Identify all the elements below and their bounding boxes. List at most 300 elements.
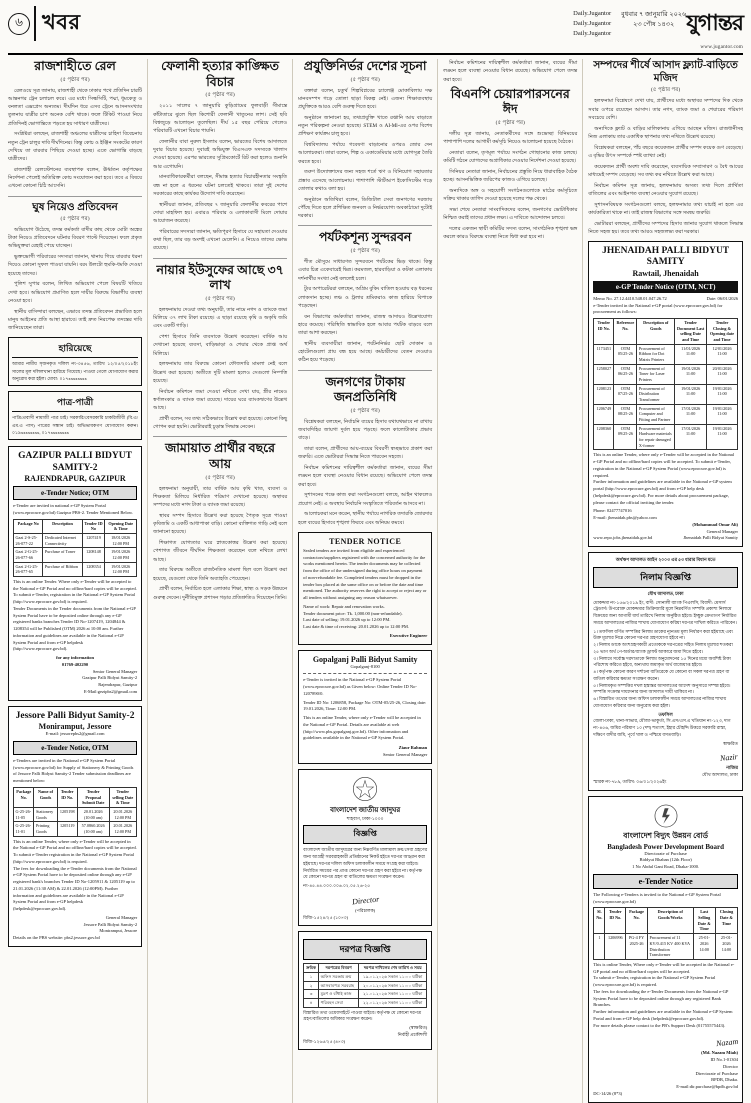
classified-lost	[8, 337, 142, 386]
paragraph: প্রার্থী বলেন, সব তথ্য সঠিকভাবে উল্লেখ করা হয়েছে। কোনো কিছু গোপন করা হয়নি। ভোটাররাই চূড়ান্ত সিদ্ধান্ত নেবেন।	[153, 415, 288, 430]
point-4: ৪। কর্তৃপক্ষ কোনো কারণ দর্শানো ব্যতিরেকে যে কোনো বা সকল দরপত্র গ্রহণ বা বাতিল করিবার ক্ষমতা সংরক্ষণ করেন।	[593, 669, 730, 681]
ad-intro: e-Tender are invited in national e-GP System Portal (www.eprocure.gov.bd) Gazipur PBS-2. Tender Mentioned Below.	[13, 503, 133, 515]
col-header: Sl. No.	[594, 908, 605, 934]
cell: Gazi 2-G-25-26-077-65	[14, 562, 43, 576]
ad-phone: Phone: 02477747016	[593, 508, 632, 514]
paragraph: তারা বলেন, প্রার্থীদের আয়-ব্যয়ের বিবরণী স্বচ্ছভাবে প্রকাশ করা জরুরি। এতে ভোটাররা সিদ্ধান্ত নিতে পারবেন সহজে।	[298, 446, 433, 461]
paragraph: নির্বাচন কমিশনের দায়িত্বশীল কর্মকর্তারা জানান, ব্যয়ের সীমা লঙ্ঘন হলে ব্যবস্থা নেওয়ার বিধান রয়েছে। অভিযোগ পেলে তদন্ত করা হবে।	[443, 60, 578, 83]
column-1	[8, 59, 142, 1103]
ad-band: e-Tender Notice, OTM	[13, 741, 137, 755]
masthead-social	[81, 6, 622, 38]
cell: Stationery Goods	[34, 807, 57, 821]
article-byline: (৫ পৃষ্ঠার পর)	[350, 76, 380, 83]
paragraph: স্থানীয় ব্যবসায়ীরা জানান, পর্যটননির্ভর ছোট দোকান ও হোটেলগুলো প্রায় বন্ধ হয়ে আছে। কর্মচারীদের বেতন দেওয়াও কঠিন হয়ে পড়েছে।	[298, 340, 433, 364]
cell: মুদ্রণ ও বাঁধাই কাজ	[319, 990, 359, 999]
paragraph: স্থানীয়রা জানান, প্রতিবছর ৭ জানুয়ারি ফেলানীর কবরের পাশে দোয়া মাহফিল হয়। এবারও পরিবার ও এলাকাবাসী মিলে দোয়ার আয়োজন করেছে।	[153, 201, 288, 224]
dept-2: Biddyut Bhaban (12th Floor)	[639, 857, 692, 863]
memo-no: নং-৪৫.৪৪.০০০.০০৬.০২.০৫.২৬-২৫	[303, 883, 371, 888]
cell: 57.0860.2026 (10:00 am)	[77, 822, 109, 836]
point-5: ৫। নিলামকৃত সম্পত্তির দখল হস্তান্তর আদালতের আদেশ অনুসারে সম্পন্ন হইবে। সম্পত্তি সংক্রান্ত দায়দেনার জন্য আদালত দায়ী থাকিবে না।	[593, 682, 731, 695]
cell: Procurement of Hardware materials for repair damaged X-former	[637, 424, 675, 450]
cell: Purchase of Ribbon	[43, 562, 82, 576]
ad-body: মোকদ্দমা নং-১৫৬/২০১৯ ইং, বাদী: সোনালী ব্যাংক পিএলসি, বিবাদী: মেসার্স ট্রেডার্স। উপরোক্ত মোকদ্দমার ডিক্রিজারি মূলে নিম্নবর্ণিত সম্পত্তি প্রকাশ্য নিলামে বিক্রয়ের জন্য আগামী ধার্য তারিখে নিলাম অনুষ্ঠিত হইবে। ইচ্ছুক ক্রেতাগণ নির্ধারিত সময়ে আদালতের নাজির শাখায় যোগাযোগ করিয়া দরপত্র দাখিল করিতে পারিবেন।	[593, 599, 737, 625]
ad-note-1: This is an online Tender, where only e-Tender will be accepted in the National e-GP Portal and no offline/hard copies will be accepted. To submit e-Tender, registration in the National e-GP System Portal (www.eprocure.gov.bd) is required.	[593, 452, 735, 478]
paragraph: সিনিয়র নেতারা জানান, নির্বাচনের প্রস্তুতি নিয়ে ধারাবাহিক বৈঠক হচ্ছে। আসনভিত্তিক জরিপের কাজও এগিয়ে চলেছে।	[443, 169, 578, 184]
paragraph: নির্বাচন কমিশন সূত্র জানায়, হলফনামায় অসত্য তথ্য দিলে প্রার্থিতা বাতিলের এবং আইনগত ব্যবস্থা নেওয়ার সুযোগ রয়েছে।	[588, 182, 744, 197]
cell: PG-4 FY 2025-26	[626, 934, 648, 960]
article-byline: (৫ পৃষ্ঠার পর)	[205, 295, 235, 302]
table-row	[304, 990, 427, 999]
col-header: Last Selling Date & Time	[693, 908, 715, 934]
cell: G-25-26-11-01	[14, 822, 34, 836]
signer-org: Directorate of Purchase	[695, 1070, 739, 1076]
paragraph: সুশাসনের পক্ষে কাজ করা সংগঠনগুলো বলছে, আইন থাকলেও প্রয়োগ নেই। এ অবস্থায় নির্বাচনি সংস্কৃতিতে পরিবর্তন আসবে না।	[298, 492, 433, 507]
ad-note-1: This is an online Tender. Where only e-Tender will be accepted to the National e-GP Portal and no offline/hard copies will be accepted. To submit e-Tender, registration in the National e-GP System Portal (http://www.eprocure.gov.bd) is required.	[13, 578, 137, 605]
cell: Procurement of Ribbon for Dot Matrix Printers	[637, 344, 675, 364]
contact-phone: 01769-402290	[61, 661, 89, 667]
cell: 19/01/2026 12:00 PM	[105, 548, 137, 562]
ad-tender-notice-generic	[298, 532, 432, 645]
paragraph: অন্যদিকে ফ্ল্যাট ও বাড়ির মালিকানায় এগিয়ে আছেন মজিদ। রাজধানীসহ নিজ এলাকায় তার একাধিক স্থাপনার তথ্য নথিতে উল্লেখ রয়েছে।	[588, 125, 744, 140]
cell: ১	[304, 972, 319, 981]
ad-gopalganj-pbs	[298, 650, 432, 764]
ad-note: বিস্তারিত তথ্য ওয়েবসাইটে পাওয়া যাইবে। কর্তৃপক্ষ যে কোনো দরপত্র গ্রহণ/বাতিলের অধিকার সংরক্ষণ করেন।	[303, 1009, 422, 1022]
table-row	[594, 934, 738, 960]
signature-mark: Director	[351, 894, 380, 907]
ad-note-1: This is an online Tender, where only e-Tender will be accepted in the National e-GP Portal and no offline/hard copies will be accepted. To submit e-Tender registration in the National e-GP System Portal (http://www.eprocure.gov.bd) is required.	[13, 838, 137, 864]
classified-body: পাত্রি/প্রবাসী নামাজী পাত্র চাই। সরকারি/বেসরকারি চাকরিজীবী (বি.এ/এম.এ পাস) পাত্রের সন্ধান চাই। অভিভাবকগণ যোগাযোগ করুন। ০১৯xxxxxxxx, ০১৭xxxxxxxx	[12, 415, 139, 435]
tender-table	[13, 519, 137, 577]
signature-mark: Nazam	[715, 1037, 739, 1049]
table-row	[594, 404, 738, 424]
item-3: Last date of selling: 19.01.2026 up to 12:00 PM.	[303, 617, 391, 623]
signer-id: ID No.1-01304	[710, 1057, 739, 1063]
paragraph: অনুষ্ঠানে অতিথিরা বলেন, ডিজিটাল সেবা জনগণের দরজায় পৌঁছে দিতে হলে প্রশিক্ষিত জনবল ও নির্ভরযোগ্য অবকাঠামো দুটোই দরকার।	[298, 196, 433, 220]
article-headline: জামায়াত প্রার্থীর বছরে আয়	[165, 441, 276, 471]
paragraph: হলফনামায় তার বিরুদ্ধে কোনো ফৌজদারি মামলা নেই বলে উল্লেখ করা হয়েছে। অতীতে দুটি মামলা হলেও সেগুলো নিষ্পত্তি হয়েছে।	[153, 361, 288, 384]
ad-auction-notice	[588, 552, 743, 791]
ad-web[interactable]: www.repo.jobs.jhenaidah.gov.bd	[593, 535, 653, 541]
ad-title: Jessore Palli Bidyut Samity-2	[15, 710, 135, 721]
article-rail	[8, 59, 142, 191]
paragraph: নির্বাচন কমিশনে জমা দেওয়া নথিতে দেখা যায়, স্ত্রীর নামেও স্বর্ণালংকার ও ব্যাংক জমা রয়েছে। দায়ের ঘরে ব্যাংকঋণের উল্লেখ আছে।	[153, 388, 288, 411]
paragraph: রাজশাহী রেলস্টেশনের ব্যবস্থাপক বলেন, ঊর্ধ্বতন কর্তৃপক্ষের নির্দেশনা পেলেই অতিরিক্ত কোচ সংযোজন করা হবে। তবে এ বিষয়ে এখনো কোনো চিঠি আসেনি।	[8, 166, 143, 190]
ad-title: JHENAIDAH PALLI BIDYUT SAMITY	[602, 246, 730, 268]
paragraph: কয়েকজন প্রার্থী অবশ্য দাবি করেছেন, ব্যবসায়িক সম্প্রসারণ ও বৈধ আয়ের মাধ্যমেই সম্পদ বেড়েছে। সব তথ্য কর নথিতে উল্লেখ করা আছে।	[588, 163, 744, 178]
table-header-row	[14, 519, 137, 533]
article-body	[588, 97, 743, 236]
col-header: Tender selling Date & Time	[109, 787, 137, 807]
ad-note-3: The fees for downloading the e-Tender Documents from the National e-GP System Portal have to be deposited online through any registered Bank Branches.	[593, 988, 729, 1008]
bpdb-emblem-icon	[653, 803, 679, 829]
ad-note-5: For more details please contact to the PB's Support Desk (01755575443).	[593, 1022, 726, 1028]
point-2: ২। নিলাম ডাকে অংশগ্রহণকারী প্রত্যেককে দরপত্রের সহিত নিলাম মূল্যের শতকরা ২৫ ভাগ অর্থ পে-অর্ডার/ব্যাংক ড্রাফট আকারে জমা দিতে হইবে।	[593, 642, 733, 654]
table-row	[304, 981, 427, 990]
col-header: Closing Date & Time	[715, 908, 737, 934]
cell: 19/01/2026 11:00	[707, 384, 738, 404]
paragraph: মানবাধিকারকর্মীরা বলছেন, সীমান্ত হত্যার বিচারহীনতার সংস্কৃতি বন্ধ না হলে এ ধরনের ঘটনা চলতেই থাকবে। তারা দুই দেশের সরকারের কাছে কার্যকর উদ্যোগ দাবি করেছেন।	[153, 174, 288, 197]
col-header: Name of Goods	[34, 787, 57, 807]
social-item-1[interactable]: Daily.Jugantor	[573, 10, 612, 17]
signer-1: General Manager	[105, 914, 138, 920]
cell: 19/01/2026 11:00	[707, 424, 738, 450]
paragraph: পরিবারের সদস্যরা জানান, ক্ষতিপূরণ হিসাবে যে সহায়তা দেওয়ার কথা ছিল, তার বড় অংশই এখনো মেলেনি। এ নিয়েও তাদের ক্ষোভ রয়েছে।	[153, 228, 288, 252]
ad-band: e-Tender Notice	[593, 874, 738, 889]
schedule-title: তফসিল	[658, 711, 673, 717]
article-body-top	[443, 59, 577, 84]
table-row	[14, 533, 137, 547]
social-item-2[interactable]: Daily.Jugantor	[573, 19, 612, 27]
cell: Purchase of Toner	[43, 548, 82, 562]
ad-footer[interactable]: Details on the PBS website: pbs2.jessore.gov.bd	[13, 935, 100, 941]
signer-title: Director	[723, 1063, 739, 1069]
article-body	[298, 418, 432, 527]
article-body	[153, 102, 287, 252]
cell: 11/01/2026 11:00	[675, 344, 707, 364]
cell: ২১.০১.২০২৬ সকাল ১১:০০ ঘটিকা	[359, 990, 427, 999]
table-header-row	[594, 908, 738, 934]
contact-label: for any information	[56, 655, 94, 661]
col-header: Tender ID No.	[57, 787, 77, 807]
article-byline: (৫ পৃষ্ঠার পর)	[60, 76, 90, 83]
cell: OTM 08/25-26	[614, 404, 637, 424]
cell: OTM 05/25-26	[614, 344, 637, 364]
cell: ২	[304, 981, 319, 990]
paragraph: পুলিশ সুপার বলেন, লিখিত অভিযোগ পেলে বিষয়টি খতিয়ে দেখা হবে। অভিযোগ প্রমাণিত হলে দায়ীর বিরুদ্ধে বিভাগীয় ব্যবস্থা নেওয়া হবে।	[8, 281, 143, 304]
paragraph: সংশ্লিষ্টরা বলছেন, রাজশাহী অঞ্চলের যাত্রীদের চাহিদা বিবেচনায় নতুন ট্রেন চালুর দাবি দীর্ঘদিনের। কিন্তু কোচ ও ইঞ্জিন সংকটের কারণ দেখিয়ে তা বারবার পিছিয়ে দেওয়া হচ্ছে। এতে ভোগান্তি বাড়ছে যাত্রীদের।	[8, 131, 143, 163]
col-header: Tender Closing & Opening date and Time	[707, 319, 738, 345]
cell: 20/01/2026 11:00	[707, 364, 738, 384]
article-public-money	[298, 375, 432, 527]
masthead-date	[621, 6, 686, 30]
article-byline: (৫ পৃষ্ঠার পর)	[205, 92, 235, 99]
article-byline: (৫ পৃষ্ঠার পর)	[350, 407, 380, 414]
signer-email[interactable]: E-mail:dir.purchase@bpdb.gov.bd	[676, 1084, 739, 1090]
ad-intro: e-Tenders are invited in the National e-GP System Portal (www.eprocure.gov.bd) for Supply of Stationery & Printing Goods of Jessore Palli Bidyut Samity-2 Tender submission deadlines are mentioned below:	[13, 757, 134, 784]
article-body	[298, 258, 432, 365]
cell: 1258027	[594, 364, 614, 384]
article-felani	[153, 59, 287, 253]
paragraph: দলের একজন স্থায়ী কমিটির সদস্য বলেন, সাংগঠনিক শৃঙ্খলা ভঙ্গ করলে কারও বিরুদ্ধে ব্যবস্থা নিতে দ্বিধা করা হবে না।	[443, 226, 578, 241]
ad-line-1: Tender ID No: 1206858, Package No: OTM-05/25-26, Closing date: 19.01.2026, Time: 12:00 PM.	[303, 699, 427, 712]
article-headline: বিএনপি চেয়ারপারসনের ঈদ	[450, 86, 570, 117]
cell: Gazi 2-G-25-26-077-66	[14, 548, 43, 562]
article-body	[298, 87, 432, 221]
signature-mark: Nazir	[719, 752, 739, 764]
signer: (Md. Nazam Miah)	[701, 1050, 739, 1056]
table-row	[594, 364, 738, 384]
paragraph: অনুষ্ঠানে জানানো হয়, তথ্যপ্রযুক্তি খাতে রপ্তানি আয় বাড়াতে নতুন পরিকল্পনা নেওয়া হয়েছে। STEM ও AI-Ml-এর ওপর বিশেষ প্রশিক্ষণ কার্যক্রম চালু হবে।	[298, 114, 433, 138]
masthead	[8, 6, 743, 55]
cell: 1208123	[594, 384, 614, 404]
col-header: Tender ID No.	[594, 319, 614, 345]
table-row	[594, 384, 738, 404]
cell: ২০.০১.২০২৬ সকাল ১১:০০ ঘটিকা	[359, 981, 427, 990]
signer: (পরিচালক)	[355, 907, 376, 913]
cell: 19/01/2026 11:00	[675, 364, 707, 384]
cell: Procurement of Toner for Laser Printers	[637, 364, 675, 384]
signer-title: নির্বাহী প্রকৌশলী	[397, 1031, 428, 1037]
paragraph: ফেলানীর বাবা নুরুল ইসলাম বলেন, ভারতের বিশেষ আদালতে দুবার বিচার হয়েছে। দুবারই অভিযুক্ত বিএসএফ সদস্যকে খালাস দেওয়া হয়েছে। এরপর ভারতের সুপ্রিমকোর্টে রিট করা হলেও শুনানি আর এগোয়নি।	[153, 138, 288, 170]
ad-note-2: Tender Documents in the Tender documents from the National e-GP System Portal have to be deposited online through any e-GP registered banks branches Tender ID No-1207419, 1204844 & 1208354 will be Published (OTM) 2026 at 10:00 am. Further information and guidelines are available in the National e-GP System Portal and from e-GP helpdesk (http://www.eprocure.gov.bd).	[13, 605, 136, 652]
column-4	[443, 59, 577, 1103]
article-nayar-yusuf	[153, 263, 287, 432]
ad-title: Gopalganj Palli Bidyut Samity	[312, 654, 418, 664]
paragraph: ভুক্তভোগী পরিবারের সদস্যরা জানান, থানায় গিয়ে বারবার ধরনা দিয়েও কোনো সুফল পাওয়া যায়নি। বরং উলটো হুমকি-ধমকি দেওয়া হয়েছে তাদের।	[8, 254, 143, 277]
table-row	[304, 998, 427, 1007]
paragraph: অন্যদিকে অঙ্গ ও সহযোগী সংগঠনগুলোকে মাঠের কর্মসূচিতে সক্রিয় থাকার তাগিদ দেওয়া হয়েছে দলের পক্ষ থেকে।	[443, 188, 578, 203]
cell: 18/01/2026 12:00 PM	[105, 533, 137, 547]
article-byline: (৫ পৃষ্ঠার পর)	[495, 120, 525, 126]
ad-subtitle: Moniramput, Jessore	[38, 722, 112, 732]
article-byline: (৫ পৃষ্ঠার পর)	[651, 87, 681, 94]
point-6: ৬। বিস্তারিত তথ্যের জন্য অফিস চলাকালীন সময়ে আদালতের নাজির শাখায় যোগাযোগ করিবার জন্য অনুরোধ করা হইল।	[593, 696, 727, 708]
ad-band: e-GP Tender Notice (OTM, NCT)	[593, 281, 738, 293]
paragraph: বিশ্ববিদ্যালয় পর্যায়ে গবেষণা বাড়ানোর ওপরও জোর দেন আলোচকরা। তারা বলেন, শিল্প ও একাডেমিয়ার মধ্যে যোগসূত্র তৈরি করতে হবে।	[298, 142, 433, 165]
ad-code: বিজি-১৫২৪/২৫ (১০×৩)	[303, 914, 348, 920]
cell: Gazi 2-S-25-26-077-22	[14, 533, 43, 547]
ad-body: বাংলাদেশ জাতীয় জাদুঘরের জন্য নিম্নবর্ণিত মালামাল ক্রয়/সেবা গ্রহণের জন্য আগ্রহী সরবরাহকারী প্রতিষ্ঠানের নিকট হইতে দরপত্র আহ্বান করা হইয়াছে। দরপত্র দলিল অফিস চলাকালীন সময়ে সংগ্রহ করা যাইবে। নির্ধারিত সময়ের পর প্রাপ্ত কোনো দরপত্র গ্রহণ করা হইবে না। কর্তৃপক্ষ যে কোনো দরপত্র গ্রহণ বা বাতিলের ক্ষমতা সংরক্ষণ করেন।	[303, 847, 428, 880]
col-header: Description of Goods/Works	[647, 908, 693, 934]
cell: 1207419	[82, 533, 105, 547]
ad-darpatra-notice	[298, 931, 432, 1050]
cell: 1208148	[82, 548, 105, 562]
tender-table	[13, 787, 137, 837]
cell: OTM 09/25-26	[614, 424, 637, 450]
dept-3: 1 No Abdul Gani Road, Dhaka-1000.	[632, 864, 700, 870]
table-row	[594, 344, 738, 364]
signer-title: General Manager	[706, 528, 739, 534]
ad-code: DC-14/26 (8*3)	[593, 1090, 623, 1096]
point-3: ৩। নিলামে সর্বোচ্চ দরদাতাকে নিলাম অনুমোদনের ১৫ দিনের মধ্যে অবশিষ্ট টাকা পরিশোধ করিতে হইবে, অন্যথায় জমাকৃত অর্থ বাজেয়াপ্ত হইবে।	[593, 655, 731, 668]
cell: OTM 06/25-26	[614, 364, 637, 384]
point-1: ১। তফসিল বর্ণিত সম্পত্তির নিলাম ডাকের ন্যূনতম মূল্য নির্ধারণ করা হইয়াছে এবং উক্ত মূল্যের নিম্নে কোনো দরপত্র গ্রহণযোগ্য হইবে না।	[593, 628, 734, 641]
cell: 1205198	[57, 807, 77, 821]
paragraph: প্রার্থী বলেন, নির্বাচিত হলে এলাকার শিক্ষা, স্বাস্থ্য ও সড়ক উন্নয়নে গুরুত্ব দেবেন। দুর্নীতিমুক্ত প্রশাসন গড়ার প্রতিশ্রুতিও দিয়েছেন তিনি।	[153, 586, 288, 601]
cell: 20.01.2026 12:00 PM	[109, 822, 137, 836]
classified-matrimony	[8, 391, 142, 440]
column-3	[298, 59, 432, 1103]
paragraph: হলফনামা অনুযায়ী, তার বার্ষিক আয় কৃষি খাত, ব্যবসা ও শিক্ষকতা মিলিয়ে নির্ধারিত পরিমাণ দেখানো হয়েছে। অস্থাবর সম্পদের মধ্যে নগদ টাকা ও ব্যাংক জমা রয়েছে।	[153, 485, 288, 508]
cell: 19/01/2026 11:00	[707, 404, 738, 424]
cell: 1	[594, 934, 605, 960]
tender-table	[593, 318, 738, 450]
ad-note-2: Further information and guidelines are available in the National e-GP system portal (http://www.eprocure.gov.bd) and from e-GP help desk (helpdesk@eprocure.gov.bd). For more details about procurement package, please contact the official inviting the tender.	[593, 479, 732, 505]
signer-2: Gazipur Palli Bidyut Samity-2	[82, 675, 138, 681]
signer-2: Jessore Palli Bidyut Samity-2	[83, 921, 138, 927]
col-header: Description of Goods	[637, 319, 675, 345]
paragraph: নির্বাচন কমিশনের দায়িত্বশীল কর্মকর্তারা জানান, ব্যয়ের সীমা লঙ্ঘন হলে ব্যবস্থা নেওয়ার বিধান রয়েছে। অভিযোগ পেলে তদন্ত করা হবে।	[298, 465, 433, 488]
article-body	[8, 87, 142, 191]
col-header: Tender ID No	[82, 519, 105, 533]
table-row	[14, 562, 137, 576]
court-name: যৌথ আদালত, ঢাকা	[647, 590, 684, 596]
signer: (Mohammad Omar Ali)	[692, 521, 739, 527]
ad-band: নিলাম বিজ্ঞপ্তি	[593, 567, 738, 588]
signer-1: Ziaur Rahman	[398, 745, 428, 750]
column-2	[153, 59, 287, 1103]
signer-3: Moniramput, Jessore	[99, 928, 138, 934]
paragraph: অভিযোগ উঠেছে, তদন্ত কর্মকর্তা বাদীর কাছ থেকে মোটা অঙ্কের টাকা নিয়েও প্রতিবেদনে ঘটনার বিবরণ পাল্টে দিয়েছেন। ফলে প্রকৃত অভিযুক্তরা রেহাই পেয়ে যাচ্ছেন।	[8, 226, 143, 250]
paragraph: বিশ্লেষকরা বলছেন, পাঁচ বছরে কয়েকজন প্রার্থীর সম্পদ কয়েক গুণ বেড়েছে। এ বৃদ্ধির উৎস সম্পর্কে স্পষ্ট ব্যাখ্যা নেই।	[588, 144, 744, 159]
paragraph: তার বিরুদ্ধে অতীতে রাজনৈতিক মামলা ছিল বলে উল্লেখ করা হয়েছে, যেগুলো থেকে তিনি অব্যাহতি পেয়েছেন।	[153, 567, 288, 582]
ad-title: TENDER NOTICE	[329, 536, 402, 546]
cell: Procurement of 11 KV/0.415 KV 400 KVA Distribution Transformer	[647, 934, 693, 960]
ad-note-2: The fees for downloading the e-Tender documents from the National e-GP System Portal have to be deposited online through any e-GP registered bank's branches Tender ID No-1205911 & 1205119 up to 21.01.2026 (11:30 AM) & 22.01.2026 (12:00PM). Further information and guidelines are available in the National e-GP System Portal and from e-GP helpdesk (helpdesk@eprocure.gov.bd).	[13, 865, 137, 912]
article-assets	[588, 59, 743, 236]
paragraph: হলফনামায় দেওয়া তথ্য অনুযায়ী, তার নামে নগদ ও ব্যাংকে জমা মিলিয়ে ৩৭ লাখ টাকা রয়েছে। এ ছাড়া রয়েছে কৃষি ও অকৃষি জমি এবং একটি গাড়ি।	[153, 306, 288, 330]
national-emblem-icon	[352, 776, 378, 802]
dept-1: Directorate of Purchase	[644, 850, 687, 856]
cell: Dedicated Internet Connectivity	[43, 533, 82, 547]
page-number: ৬	[8, 13, 30, 35]
masthead-brand	[686, 6, 743, 50]
paragraph: সুশাসনবিষয়ক সংগঠনগুলো বলছে, হলফনামার তথ্য যাচাই না হলে এর কার্যকারিতা থাকে না। তাই রাজস্ব বিভাগের সঙ্গে সমন্বয় জরুরি।	[588, 201, 744, 216]
brand-logo: যুগান্তর	[686, 10, 743, 35]
page-columns	[8, 59, 743, 1103]
date-line-1: বুধবার ৭ জানুয়ারি ২০২৬	[621, 11, 687, 18]
paragraph: বন বিভাগের কর্মকর্তারা জানান, রাজস্ব আদায়ও উল্লেখযোগ্য হারে কমেছে। পরিস্থিতি স্বাভাবিক হলে আবার পর্যটক বাড়বে বলে তারা আশা করছেন।	[298, 313, 433, 336]
paragraph: শিক্ষাগত যোগ্যতার ঘরে স্নাতকোত্তর উল্লেখ করা হয়েছে। পেশাগত জীবনে দীর্ঘদিন শিক্ষকতা করেছেন বলে নথিতে লেখা আছে।	[153, 540, 288, 563]
ad-intro: e-Tender invited in the National e-GP portal (www.eprocure.gov.bd) for procurement as follows:	[593, 302, 723, 315]
table-row	[14, 822, 137, 836]
item-2: Tender document price: Tk. 1,000.00 (non-refundable).	[303, 610, 403, 616]
ad-band: বিজ্ঞপ্তি	[303, 825, 427, 844]
schedule-body: জেলা-ঢাকা, থানা-সাভার, মৌজা-ভাকুর্তা, সি.এস/এস.এ খতিয়ান নং-১২৩, দাগ নং-৪৫৬, জমির পরিমাণ ১০ (দশ) শতাংশ, ইহার চৌহদ্দি উত্তরে সরকারি রাস্তা, দক্ষিণে বাদীর জমি, পূর্বে খাল ও পশ্চিমে বসতবাড়ি।	[593, 718, 731, 737]
article-body	[443, 130, 577, 242]
paragraph: স্থানীয় বাসিন্দারা বলছেন, এভাবে তদন্ত প্রতিবেদন প্রভাবিত হলে মানুষ আইনের প্রতি আস্থা হারাবে। তাই দ্রুত নিরপেক্ষ তদন্তের দাবি জানিয়েছেন তারা।	[8, 308, 143, 331]
article-bnp-chairperson	[443, 59, 577, 242]
memo-no: Memo No. 27.12.4410.548.01.047.26.72	[593, 295, 667, 301]
article-body	[153, 306, 287, 432]
article-byline: (৫ পৃষ্ঠার পর)	[60, 215, 90, 222]
cell: 1206996	[605, 934, 626, 960]
ad-email[interactable]: E-mail: jhenaidah.pbs@yahoo.com	[593, 515, 657, 521]
signer: Executive Engineer	[389, 632, 428, 638]
article-body	[8, 226, 142, 333]
org-name-bn: বাংলাদেশ বিদ্যুৎ উন্নয়ন বোর্ড	[623, 830, 708, 840]
col-header: Tender Document Last selling Date and Time	[675, 319, 707, 345]
cell: OTM 07/25-26	[614, 384, 637, 404]
article-headline: জনগণের টাকায় জনপ্রতিনিধি	[325, 374, 405, 405]
article-headline: রাজশাহীতে রেল	[34, 59, 116, 73]
cell: 1206749	[594, 404, 614, 424]
org-address: শাহবাগ, ঢাকা-১০০০	[346, 815, 384, 821]
table-row	[304, 972, 427, 981]
cell: 25-01-2026 14:00	[715, 934, 737, 960]
cell: Procurement of Distribution Transformer	[637, 384, 675, 404]
cell: 17/01/2026 11:00	[675, 404, 707, 424]
cell: 1205119	[57, 822, 77, 836]
cell: পরিবহন সেবা	[319, 998, 359, 1007]
brand-url: www.jugantor.com	[700, 44, 743, 50]
col-header: Tender ID No.	[605, 908, 626, 934]
signer: (স্বাক্ষরিত)	[409, 1025, 428, 1031]
ad-email[interactable]: E-mail: jessorepbs2@gmail.com	[45, 731, 105, 737]
paragraph: শীত মৌসুমে সাধারণত সুন্দরবনে পর্যটকের ভিড় থাকে। কিন্তু এবার চিত্র একেবারেই ভিন্ন। করমজল, হারবাড়িয়া ও কটকা এলাকায় দর্শনার্থীর সংখ্যা নেই বললেই চলে।	[298, 259, 433, 282]
paragraph: বিশ্লেষকরা বলছেন, নির্বাচনি ব্যয়ের হিসাব যথাযথভাবে না রাখায় জবাবদিহির জায়গা দুর্বল হয়ে পড়ছে। ফলে কালোটাকার প্রভাব বাড়ে।	[298, 418, 433, 442]
col-header: Package No.	[14, 787, 34, 807]
paragraph: বক্তারা বলেন, চতুর্থ শিল্পবিপ্লবের চ্যালেঞ্জ মোকাবিলায় দক্ষ মানবসম্পদ গড়ে তোলা ছাড়া বিকল্প নেই। এজন্য শিক্ষাব্যবস্থায় প্রযুক্তিকে আরও বেশি গুরুত্ব দিতে হবে।	[298, 87, 433, 111]
ad-subtitle: RAJENDRAPUR, GAZIPUR	[24, 474, 126, 484]
paragraph: রেলওয়ে সূত্র জানায়, রাজশাহী থেকে ঢাকার পথে প্রতিদিন চারটি আন্তনগর ট্রেন চলাচল করে। এর মধ্যে সিল্কসিটি, পদ্মা, ধূমকেতু ও বনলতা এক্সপ্রেস অন্যতম। দীর্ঘদিন ধরে এসব ট্রেনে আসনসংখ্যার তুলনায় যাত্রীর চাপ অনেক বেশি থাকে। ফলে টিকিট পাওয়া নিয়ে প্রতিদিনই ভোগান্তিতে পড়তে হয় সাধারণ যাত্রীদের।	[8, 87, 143, 127]
date-line-2: ২৩ পৌষ ১৪৩২	[633, 20, 675, 28]
col-header: Package No	[14, 519, 43, 533]
paragraph: ভোটাররা বলছেন, প্রার্থীদের সম্পদের হিসাব জানার সুযোগ থাকলে সিদ্ধান্ত নিতে সহজ হয়। তবে তথ্য আরও সহজলভ্য করা দরকার।	[588, 220, 744, 235]
cell: G-25-26-11-05	[14, 807, 34, 821]
signer: নাজির	[726, 765, 739, 771]
sign-label: স্বাক্ষরিত	[723, 740, 739, 746]
article-sundarban	[298, 230, 432, 364]
ad-note-4: Further information and guidelines are available in the National e-GP System Portal and from e-GP help desk (helpdesk@eprocure.gov.bd).	[593, 1009, 733, 1021]
article-technology	[298, 59, 432, 220]
col-header: Description	[43, 519, 82, 533]
memo-date: Date: 06/01/2026	[706, 295, 739, 301]
ad-intro: The Following e-Tenders is invited to the National e-GP System Portal (www.eprocure.gov.bd)	[593, 891, 721, 904]
ad-note: This is an online Tender, where only e-Tender will be accepted in the National e-GP Portal. Details are available at web (http://www.pbs.gopalganj.gov.bd). Other information and guidelines available in the National e-GP System Portal.	[303, 715, 421, 741]
cell: ৩	[304, 990, 319, 999]
cell: 20.01.2026 12:00 PM	[109, 807, 137, 821]
signer-org: Jhenaidah Palli Bidyut Samity	[683, 535, 739, 541]
cell: অফিস সরঞ্জাম ক্রয়	[319, 972, 359, 981]
signer-4[interactable]: E-Mail:gezipbs2@gmail.com	[83, 688, 138, 694]
table-row	[14, 807, 137, 821]
ad-intro: e-Tender is invited in the National e-GP System Portal (www.eprocure.gov.bd) as Given below: Online Tender ID No-1207890/0.	[303, 677, 417, 696]
signer-org-2: BPDB, Dhaka.	[711, 1077, 739, 1083]
item-1: Name of work: Repair and renovation works.	[303, 603, 385, 609]
cell: 17/01/2026 11:00	[675, 424, 707, 450]
ad-note-2: To submit e-Tender, registration in the National e-GP System Portal (www.eprocure.gov.bd) is required.	[593, 975, 716, 988]
article-body	[153, 485, 287, 602]
signer-2: Senior General Manager	[382, 751, 428, 757]
paragraph: পেশা হিসাবে তিনি ব্যবসাকে উল্লেখ করেছেন। বার্ষিক আয় দেখানো হয়েছে ব্যবসা, বাড়িভাড়া ও শেয়ার থেকে প্রাপ্ত অর্থ মিলিয়ে।	[153, 334, 288, 357]
article-headline: ফেলানী হত্যার কাঙ্ক্ষিত বিচার	[161, 59, 280, 89]
col-header: দরপত্র দাখিলের শেষ তারিখ ও সময়	[359, 964, 427, 973]
cell: 1208360	[594, 424, 614, 450]
classified-body: আমার নামীয় সৃজনকৃত দলিল নং-৩৪৫৬, তারিখ ১২/০৫/২০১৮ইং সালের মূল দলিলখানা হারিয়ে গিয়েছে। পাওয়া গেলে যোগাযোগ করার অনুরোধ করা হইল। মোবা: ০১৭xxxxxxxx	[12, 361, 139, 381]
ad-code: বিজি-১২৬৫/২৫ (৪×৩)	[303, 1038, 346, 1044]
ad-note-1: This is online Tender, Where only e-Tender will be accepted in the National e-GP portal and no offline/hard copies will be accepted.	[593, 961, 735, 974]
article-jamaat-income	[153, 441, 287, 602]
cell: 19/01/2026 12:00 PM	[105, 562, 137, 576]
cell: 1208354	[82, 562, 105, 576]
paragraph: তরুণ উদ্যোক্তাদের জন্য সহজ শর্তে ঋণ ও বিনিয়োগ সহায়তার প্রস্তাব এসেছে আলোচনায়। পাশাপাশি স্টার্টআপ ইকোসিস্টেম গড়ে তোলার কথাও বলা হয়।	[298, 169, 433, 192]
item-4: Last date & time of receiving: 20.01.2026 up to 12:00 PM.	[303, 624, 409, 629]
cell: 25-01-2026 14:00	[693, 934, 715, 960]
social-item-3[interactable]: Daily.Jugantor	[573, 29, 612, 37]
col-header: Opening Date & Time	[105, 519, 137, 533]
ad-jhenaidah-pbs	[588, 241, 743, 547]
column-5	[588, 59, 743, 1103]
paragraph: সভা শেষে নেতারা সাংবাদিকদের বলেন, জনগণের ভোটাধিকার নিশ্চিত করাই তাদের প্রধান লক্ষ্য। এ দাবিতে আন্দোলন চলবে।	[443, 207, 578, 222]
col-header: Tender Proposal Submit Date	[77, 787, 109, 807]
paragraph: আলোচকরা মনে করেন, স্থানীয় পর্যায়ে নাগরিক তদারকি জোরদার হলে ব্যয়ের হিসাবে শৃঙ্খলা ফিরবে এবং অনিয়ম কমবে।	[298, 511, 433, 526]
col-header: ক্রমিক	[304, 964, 319, 973]
tender-table	[303, 963, 427, 1007]
paragraph: ২০১১ সালের ৭ জানুয়ারি কুড়িগ্রামের ফুলবাড়ী সীমান্তে কাঁটাতারে ঝুলে ছিল কিশোরী ফেলানী খাতুনের লাশ। সেই ছবি বিশ্বজুড়ে আলোড়ন তুলেছিল। দীর্ঘ ১৫ বছর পেরিয়ে গেলেও পরিবারটি এখনো বিচার পায়নি।	[153, 103, 288, 134]
ad-band: e-Tender Notice; OTM	[13, 486, 137, 500]
ad-heading: অর্থঋণ আদালত আইন ২০০৩ এর ৫৩ ধারার বিধান মতে	[615, 557, 716, 563]
article-byline: (৫ পৃষ্ঠার পর)	[350, 248, 380, 254]
paragraph: দলীয় সূত্র জানায়, নেতাকর্মীদের সঙ্গে শুভেচ্ছা বিনিময়ের পাশাপাশি দলের আগামী কর্মসূচি নিয়েও আলোচনা হয়েছে বৈঠকে।	[443, 131, 578, 146]
paragraph: ট্যুর অপারেটররা বলছেন, অগ্রিম বুকিং বাতিল হওয়ায় বড় ধরনের লোকসান হচ্ছে। লঞ্চ ও ট্রলার শ্রমিকরাও কাজ হারিয়ে বিপাকে পড়েছেন।	[298, 286, 433, 309]
table-header-row	[594, 319, 738, 345]
signer-3: Rajendrapur, Gazipur	[98, 682, 138, 688]
ad-body: Sealed tenders are invited from eligible and experienced contractors/suppliers registered with the concerned authority for the works mentioned herein. The tender documents may be collected from the office of the undersigned during office hours on payment of non-refundable fee. Completed tenders must be dropped in the tender box placed at the same office on or before the date and time mentioned. The authority reserves the right to accept or reject any or all tenders without assigning any reason whatsoever.	[303, 547, 427, 600]
cell: Procurement of Computer and Fitting and Partner	[637, 404, 675, 424]
col-header: দরপত্রের বিবরণ	[319, 964, 359, 973]
ad-jessore-pbs2	[8, 706, 142, 947]
